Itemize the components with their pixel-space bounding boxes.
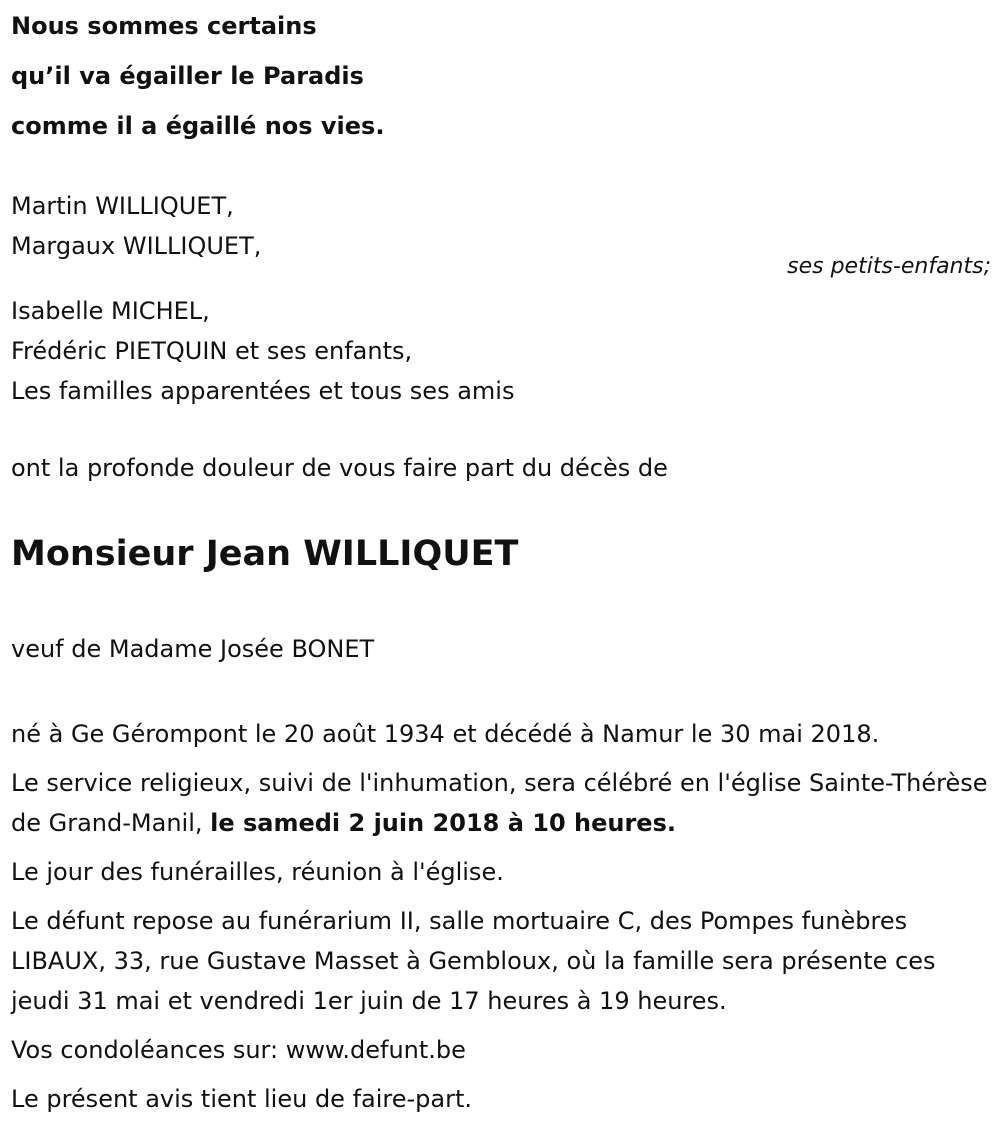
deceased-name: Monsieur Jean WILLIQUET [11,534,519,574]
service-paragraph [11,763,991,843]
gathering-line: Le jour des funérailles, réunion à l'église. [11,858,504,886]
repose-paragraph: Le défunt repose au funérarium II, salle mortuaire C, des Pompes funèbres LIBAUX, 33, rue Gustave Masset à Gembloux, où la famille sera présente ces jeudi 31 mai et vendredi 1er juin de 17 heures à 19 heures. [11,907,936,1015]
quote-line: Nous sommes certains [11,12,317,40]
grandchild-name: Margaux WILLIQUET, [11,232,262,260]
announcement-text: ont la profonde douleur de vous faire part du décès de [11,454,668,482]
widow-line: veuf de Madame Josée BONET [11,635,375,663]
obituary-notice [11,0,991,1128]
birth-death-line: né à Ge Gérompont le 20 août 1934 et décédé à Namur le 30 mai 2018. [11,720,880,748]
mourner-name: Frédéric PIETQUIN et ses enfants, [11,337,413,365]
mourner-name: Les familles apparentées et tous ses amis [11,377,515,405]
other-mourners-list [11,291,991,411]
quote-line: comme il a égaillé nos vies. [11,112,385,140]
service-text: Le service religieux, suivi de l'inhumation, sera célébré en l'église Sainte-Thérèse de Grand-Manil, [11,769,988,837]
mourner-name: Isabelle MICHEL, [11,297,210,325]
service-date-time: le samedi 2 juin 2018 à 10 heures. [210,809,676,837]
opening-quote [11,1,991,151]
quote-line: qu’il va égailler le Paradis [11,62,364,90]
details-block [11,714,991,1119]
grandchild-name: Martin WILLIQUET, [11,192,234,220]
condolences-line: Vos condoléances sur: www.defunt.be [11,1036,466,1064]
notice-line: Le présent avis tient lieu de faire-part. [11,1085,473,1113]
grandchildren-relation: ses petits-enfants; [787,254,991,279]
